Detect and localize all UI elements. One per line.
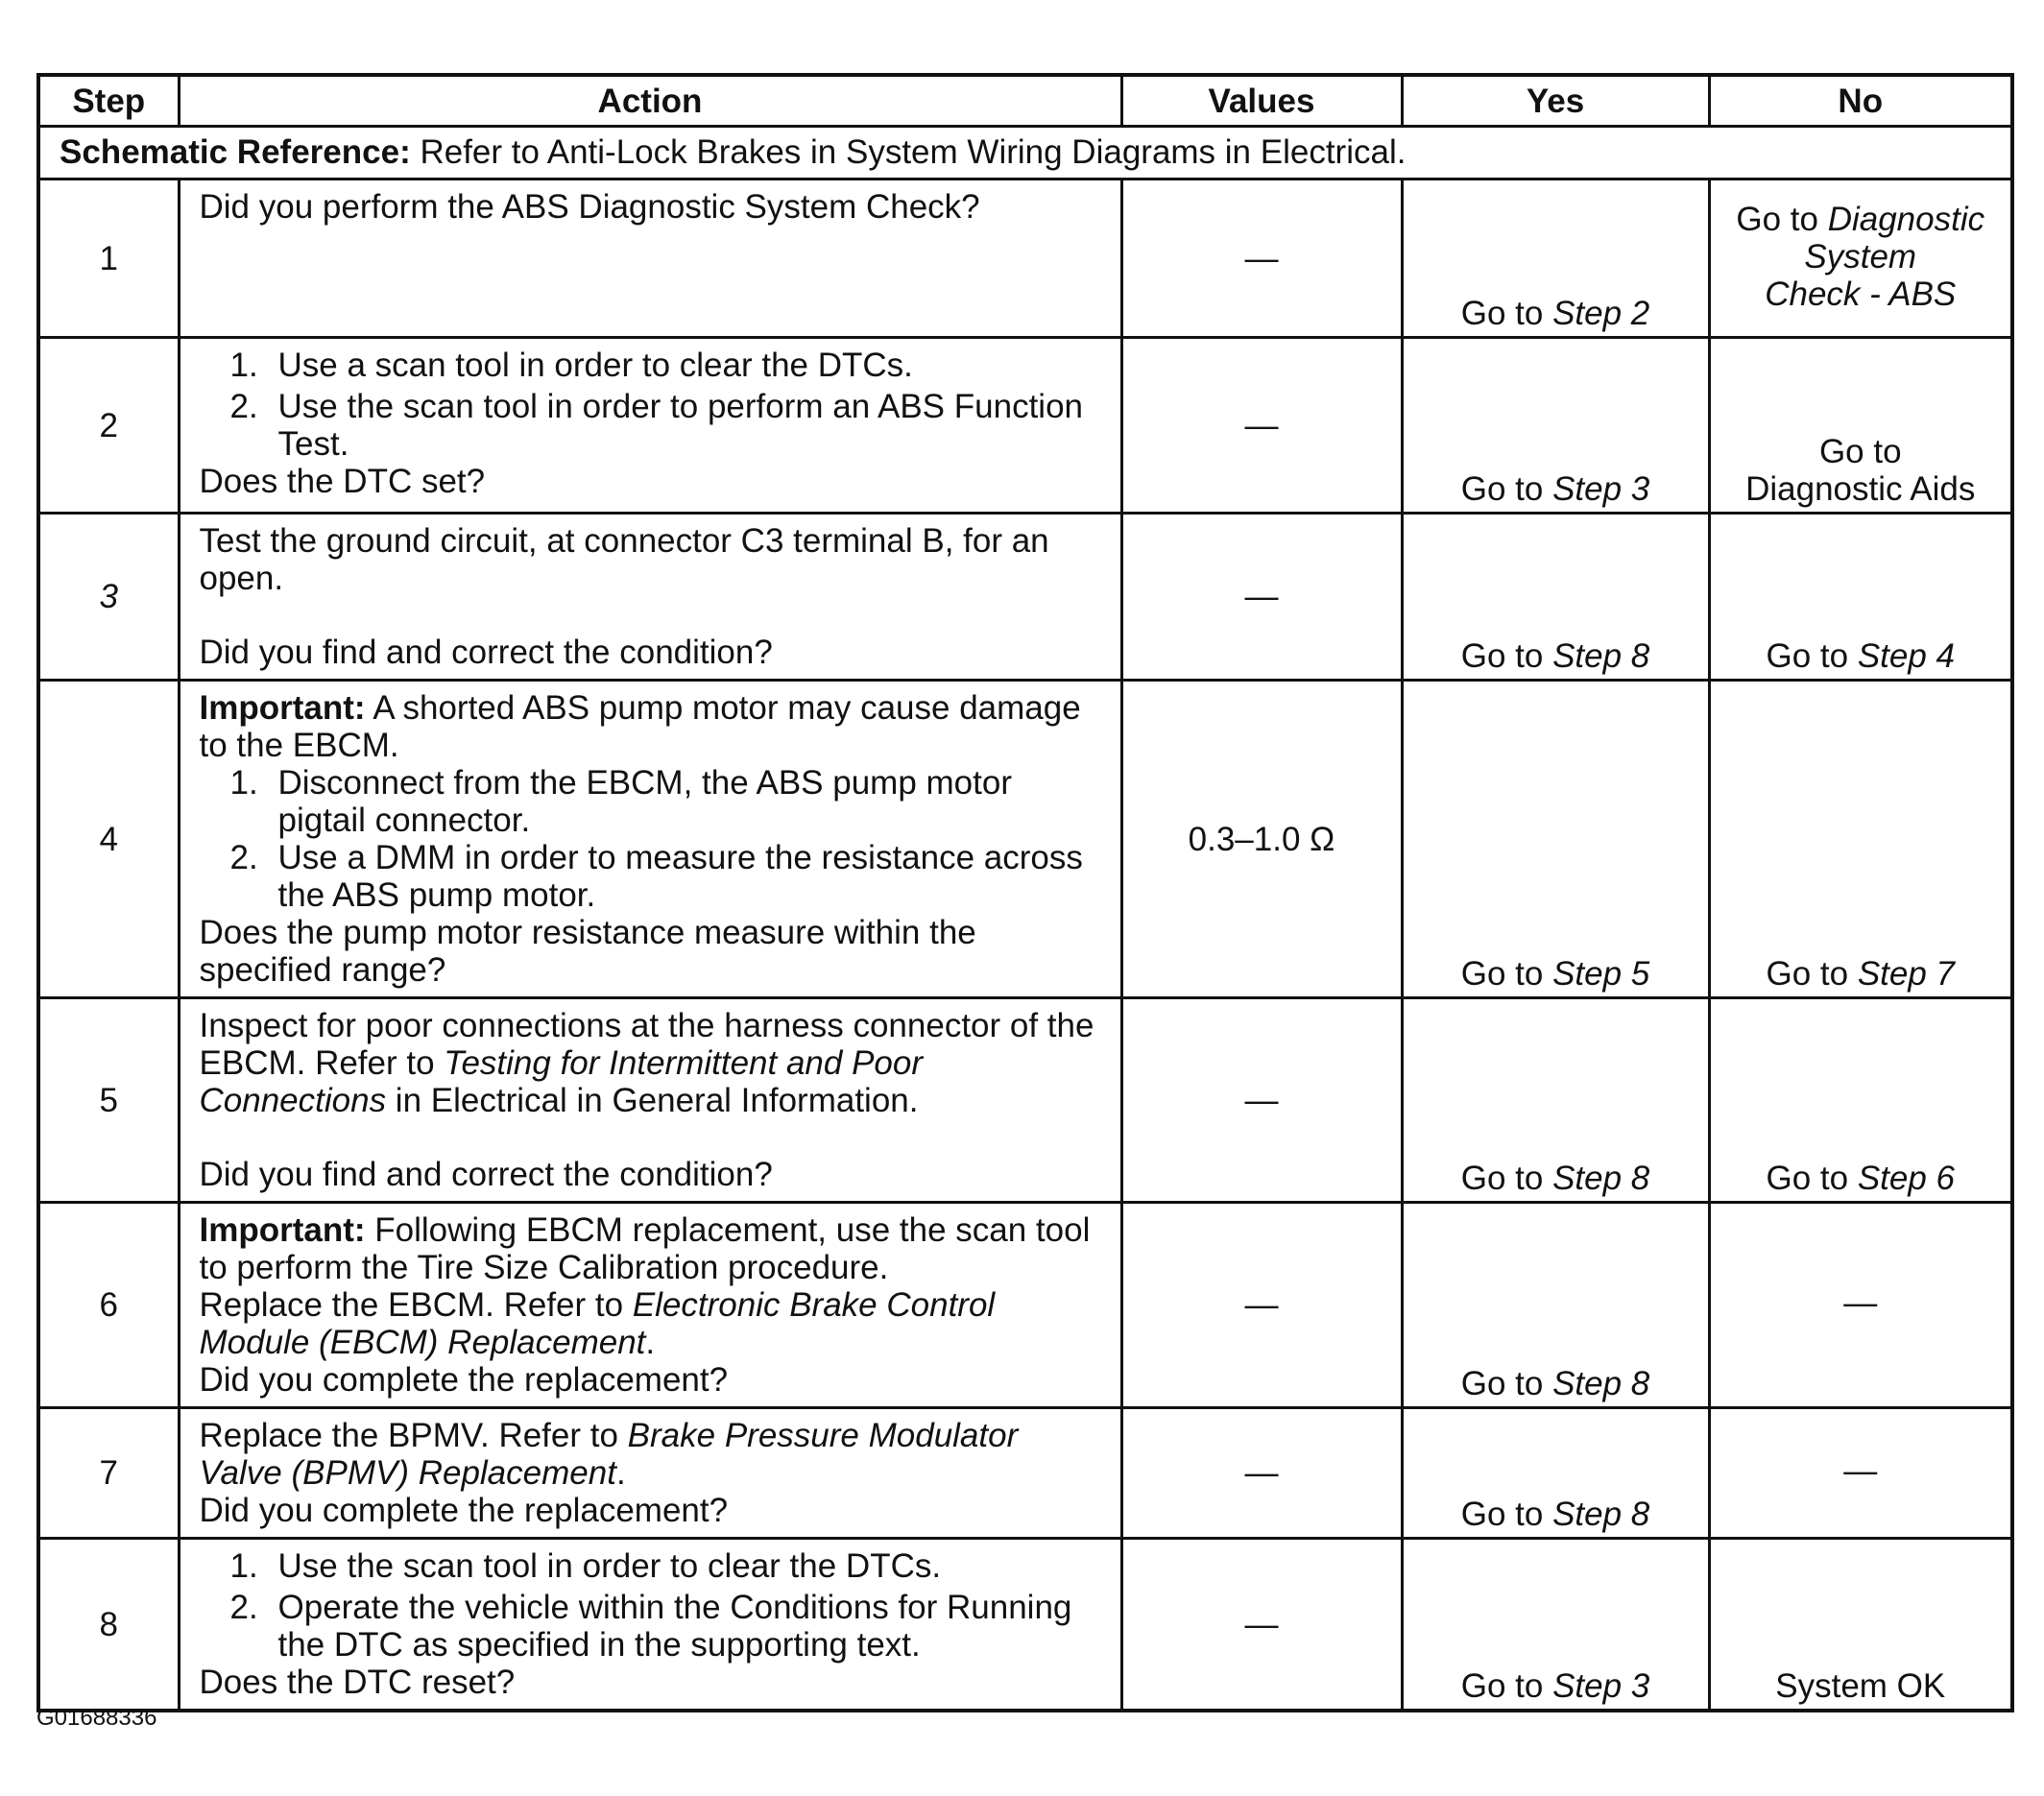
action-question: Did you complete the replacement? xyxy=(199,1361,729,1399)
important-label: Important: xyxy=(199,689,366,727)
action-question: Did you find and correct the condition? xyxy=(199,634,773,671)
action-steps xyxy=(200,764,1109,914)
schematic-reference xyxy=(38,127,2012,180)
table-row xyxy=(38,338,2012,514)
action-question: Did you perform the ABS Diagnostic System Check? xyxy=(199,188,980,226)
values-cell: — xyxy=(1121,1539,1402,1712)
step-number: 3 xyxy=(38,514,179,681)
values-cell: 0.3–1.0 Ω xyxy=(1121,681,1402,998)
action-steps xyxy=(200,347,1109,463)
goto-text: Go to xyxy=(1766,955,1858,993)
schematic-reference-text: Refer to Anti-Lock Brakes in System Wiring Diagrams in Electrical. xyxy=(410,132,1407,171)
no-cell xyxy=(1709,681,2012,998)
no-cell xyxy=(1709,180,2012,338)
yes-step-link[interactable]: Step 5 xyxy=(1552,955,1650,993)
action-question: Does the DTC set? xyxy=(199,463,486,500)
no-step-link[interactable]: Step 4 xyxy=(1857,637,1956,675)
action-cell xyxy=(179,998,1121,1203)
yes-cell xyxy=(1402,180,1709,338)
values-cell: — xyxy=(1121,180,1402,338)
header-action: Action xyxy=(179,75,1121,127)
reference-link[interactable]: Electronic Brake Control Module (EBCM) Replacement xyxy=(199,1286,996,1361)
reference-link[interactable]: Brake Pressure Modulator Valve (BPMV) Replacement xyxy=(199,1417,1019,1492)
yes-step-link[interactable]: Step 8 xyxy=(1552,1496,1650,1533)
no-cell xyxy=(1709,998,2012,1203)
goto-text: Go to xyxy=(1736,200,1828,238)
yes-step-link[interactable]: Step 8 xyxy=(1552,1160,1650,1197)
yes-cell xyxy=(1402,1203,1709,1408)
reference-link[interactable]: Testing for Intermittent and Poor Connections xyxy=(199,1044,923,1119)
yes-step-link[interactable]: Step 8 xyxy=(1552,637,1650,675)
no-cell: — xyxy=(1709,1408,2012,1539)
action-cell xyxy=(179,681,1121,998)
yes-cell xyxy=(1402,1539,1709,1712)
table-row xyxy=(38,998,2012,1203)
yes-step-link[interactable]: Step 8 xyxy=(1552,1365,1650,1402)
action-question: Did you complete the replacement? xyxy=(199,1492,729,1529)
action-cell xyxy=(179,1539,1121,1712)
list-item: 1. Disconnect from the EBCM, the ABS pump motor pigtail connector. xyxy=(229,764,1012,839)
step-number: 4 xyxy=(38,681,179,998)
step-number: 5 xyxy=(38,998,179,1203)
goto-text: Go to xyxy=(1460,1496,1553,1533)
action-steps xyxy=(200,1547,1109,1664)
no-cell xyxy=(1709,338,2012,514)
figure-id: G01688336 xyxy=(36,1705,157,1731)
important-label: Important: xyxy=(199,1211,366,1249)
no-cell: — xyxy=(1709,1203,2012,1408)
goto-text: Go to xyxy=(1766,1160,1858,1197)
no-line-1: Go to xyxy=(1818,433,1902,470)
action-cell xyxy=(179,1203,1121,1408)
important-note: Important: Following EBCM replacement, use the scan tool to perform the Tire Size Calibration procedure. xyxy=(199,1211,1091,1286)
header-no: No xyxy=(1709,75,2012,127)
no-cell xyxy=(1709,514,2012,681)
goto-text: Go to xyxy=(1766,637,1858,675)
values-cell: — xyxy=(1121,1408,1402,1539)
goto-text: Go to xyxy=(1460,1160,1553,1197)
no-step-link[interactable]: Step 7 xyxy=(1857,955,1956,993)
action-question: Does the DTC reset? xyxy=(199,1664,516,1701)
no-cell: System OK xyxy=(1709,1539,2012,1712)
table-row xyxy=(38,1539,2012,1712)
action-question: Did you find and correct the condition? xyxy=(199,1156,773,1193)
list-item: 2. Use a DMM in order to measure the resistance across the ABS pump motor. xyxy=(229,839,1083,914)
table-row xyxy=(38,681,2012,998)
step-number: 7 xyxy=(38,1408,179,1539)
yes-step-link[interactable]: Step 3 xyxy=(1552,1667,1650,1705)
action-text: Test the ground circuit, at connector C3 terminal B, for an open. xyxy=(199,522,1049,597)
goto-text: Go to xyxy=(1460,955,1553,993)
no-step-link[interactable]: Step 6 xyxy=(1857,1160,1956,1197)
table-row xyxy=(38,514,2012,681)
action-question: Does the pump motor resistance measure within the specified range? xyxy=(199,914,976,989)
table-row xyxy=(38,180,2012,338)
list-item: 1. Use a scan tool in order to clear the DTCs. xyxy=(229,347,913,384)
action-text: Inspect for poor connections at the harness connector of the EBCM. Refer to Testing for Intermittent and Poor Connections in Electrical in General Information. xyxy=(199,1007,1094,1119)
goto-text: Go to xyxy=(1460,295,1553,332)
values-cell: — xyxy=(1121,514,1402,681)
yes-cell xyxy=(1402,1408,1709,1539)
values-cell: — xyxy=(1121,338,1402,514)
action-cell xyxy=(179,338,1121,514)
important-note: Important: A shorted ABS pump motor may cause damage to the EBCM. xyxy=(199,689,1081,764)
step-number: 6 xyxy=(38,1203,179,1408)
values-cell: — xyxy=(1121,1203,1402,1408)
yes-cell xyxy=(1402,681,1709,998)
action-cell xyxy=(179,514,1121,681)
values-cell: — xyxy=(1121,998,1402,1203)
yes-cell xyxy=(1402,514,1709,681)
no-step-link[interactable]: Diagnostic xyxy=(1827,200,1985,238)
yes-step-link[interactable]: Step 2 xyxy=(1552,295,1650,332)
header-row xyxy=(38,75,2012,127)
yes-step-link[interactable]: Step 3 xyxy=(1552,470,1650,508)
list-item: 2. Use the scan tool in order to perform an ABS Function Test. xyxy=(229,388,1083,463)
header-step: Step xyxy=(38,75,179,127)
no-line-2[interactable]: System xyxy=(1804,237,1917,275)
goto-text: Go to xyxy=(1460,1667,1553,1705)
yes-cell xyxy=(1402,338,1709,514)
step-number: 2 xyxy=(38,338,179,514)
table-row xyxy=(38,1408,2012,1539)
action-cell xyxy=(179,1408,1121,1539)
action-cell xyxy=(179,180,1121,338)
goto-text: Go to xyxy=(1460,637,1553,675)
action-text: Replace the EBCM. Refer to Electronic Brake Control Module (EBCM) Replacement. xyxy=(199,1286,996,1361)
list-item: 2. Operate the vehicle within the Conditions for Running the DTC as specified in the supporting text. xyxy=(229,1589,1072,1664)
step-number: 1 xyxy=(38,180,179,338)
header-values: Values xyxy=(1121,75,1402,127)
schematic-reference-row xyxy=(38,127,2012,180)
step-number: 8 xyxy=(38,1539,179,1712)
diagnostic-table xyxy=(36,73,2014,1712)
goto-text: Go to xyxy=(1460,1365,1553,1402)
header-yes: Yes xyxy=(1402,75,1709,127)
goto-text: Go to xyxy=(1460,470,1553,508)
yes-cell xyxy=(1402,998,1709,1203)
no-line-3[interactable]: Check - ABS xyxy=(1765,275,1957,313)
schematic-reference-label: Schematic Reference: xyxy=(60,132,411,171)
action-text: Replace the BPMV. Refer to Brake Pressure Modulator Valve (BPMV) Replacement. xyxy=(199,1417,1019,1492)
no-line-2[interactable]: Diagnostic Aids xyxy=(1745,470,1976,508)
table-row xyxy=(38,1203,2012,1408)
list-item: 1. Use the scan tool in order to clear the DTCs. xyxy=(229,1547,942,1585)
no-line-1 xyxy=(1711,201,2011,238)
